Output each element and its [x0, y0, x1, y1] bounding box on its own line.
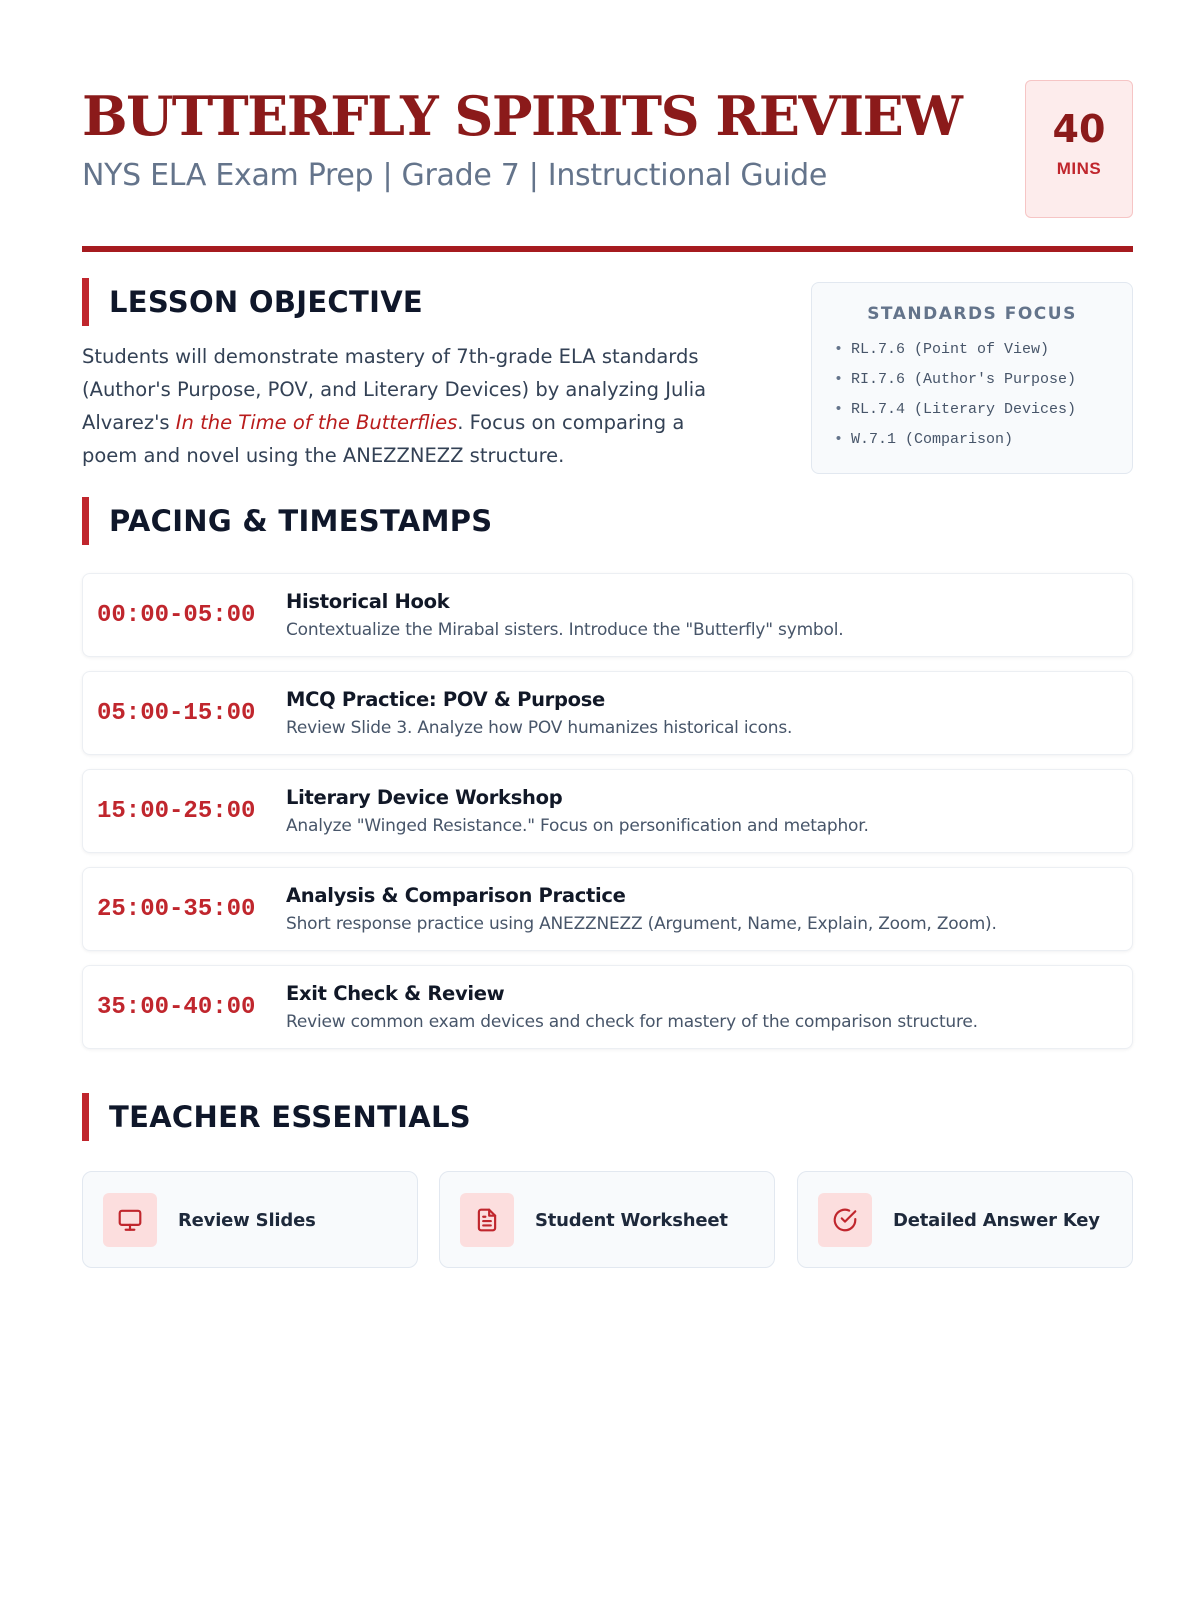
card-label: Student Worksheet: [535, 1210, 728, 1231]
objective-text: [82, 340, 742, 472]
pacing-title: Literary Device Workshop: [286, 786, 563, 809]
standards-title: STANDARDS FOCUS: [867, 304, 1077, 324]
pacing-time: 25:00-35:00: [97, 896, 256, 923]
pacing-row: [82, 965, 1133, 1049]
pacing-title: Exit Check & Review: [286, 982, 505, 1005]
standard-item: • RI.7.6 (Author's Purpose): [834, 365, 1110, 395]
card-label: Review Slides: [178, 1210, 316, 1231]
pacing-row: [82, 769, 1133, 853]
pacing-desc: Contextualize the Mirabal sisters. Introduce the "Butterfly" symbol.: [286, 620, 844, 640]
essentials-heading: TEACHER ESSENTIALS: [82, 1093, 471, 1141]
objective-text-after: . Focus on comparing a poem and novel using the ANEZZNEZZ structure.: [82, 411, 685, 467]
pacing-time: 15:00-25:00: [97, 798, 256, 825]
standard-item: • W.7.1 (Comparison): [834, 425, 1110, 455]
duration-unit: MINS: [1056, 159, 1102, 178]
pacing-desc: Review Slide 3. Analyze how POV humanizes historical icons.: [286, 718, 793, 738]
page-subtitle: NYS ELA Exam Prep | Grade 7 | Instructional Guide: [82, 158, 828, 193]
student-worksheet-card[interactable]: [439, 1171, 775, 1268]
duration-value: 40: [1052, 107, 1106, 151]
header-divider: [82, 246, 1133, 252]
book-title: In the Time of the Butterflies: [175, 411, 458, 434]
pacing-row: [82, 671, 1133, 755]
card-label: Detailed Answer Key: [893, 1210, 1100, 1231]
pacing-row: [82, 573, 1133, 657]
objective-text-before: Students will demonstrate mastery of 7th-grade ELA standards (Author's Purpose, POV, and Literary Devices) by analyzing Julia Alvarez's: [82, 345, 707, 434]
pacing-desc: Analyze "Winged Resistance." Focus on personification and metaphor.: [286, 816, 869, 836]
monitor-icon: [103, 1193, 157, 1247]
standard-item: • RL.7.6 (Point of View): [834, 335, 1110, 365]
pacing-title: Historical Hook: [286, 590, 450, 613]
pacing-row: [82, 867, 1133, 951]
pacing-time: 00:00-05:00: [97, 602, 256, 629]
standards-list: [834, 335, 1110, 455]
check-circle-icon: [818, 1193, 872, 1247]
pacing-time: 05:00-15:00: [97, 700, 256, 727]
pacing-title: Analysis & Comparison Practice: [286, 884, 626, 907]
document-icon: [460, 1193, 514, 1247]
pacing-time: 35:00-40:00: [97, 994, 256, 1021]
pacing-desc: Review common exam devices and check for mastery of the comparison structure.: [286, 1012, 978, 1032]
answer-key-card[interactable]: [797, 1171, 1133, 1268]
standards-panel: [811, 282, 1133, 474]
objective-heading: LESSON OBJECTIVE: [82, 278, 423, 326]
pacing-heading: PACING & TIMESTAMPS: [82, 497, 492, 545]
standard-item: • RL.7.4 (Literary Devices): [834, 395, 1110, 425]
pacing-title: MCQ Practice: POV & Purpose: [286, 688, 605, 711]
page-title: BUTTERFLY SPIRITS REVIEW: [82, 84, 962, 148]
pacing-desc: Short response practice using ANEZZNEZZ (Argument, Name, Explain, Zoom, Zoom).: [286, 914, 997, 934]
review-slides-card[interactable]: [82, 1171, 418, 1268]
header: [82, 80, 1133, 220]
duration-badge: [1025, 80, 1133, 218]
